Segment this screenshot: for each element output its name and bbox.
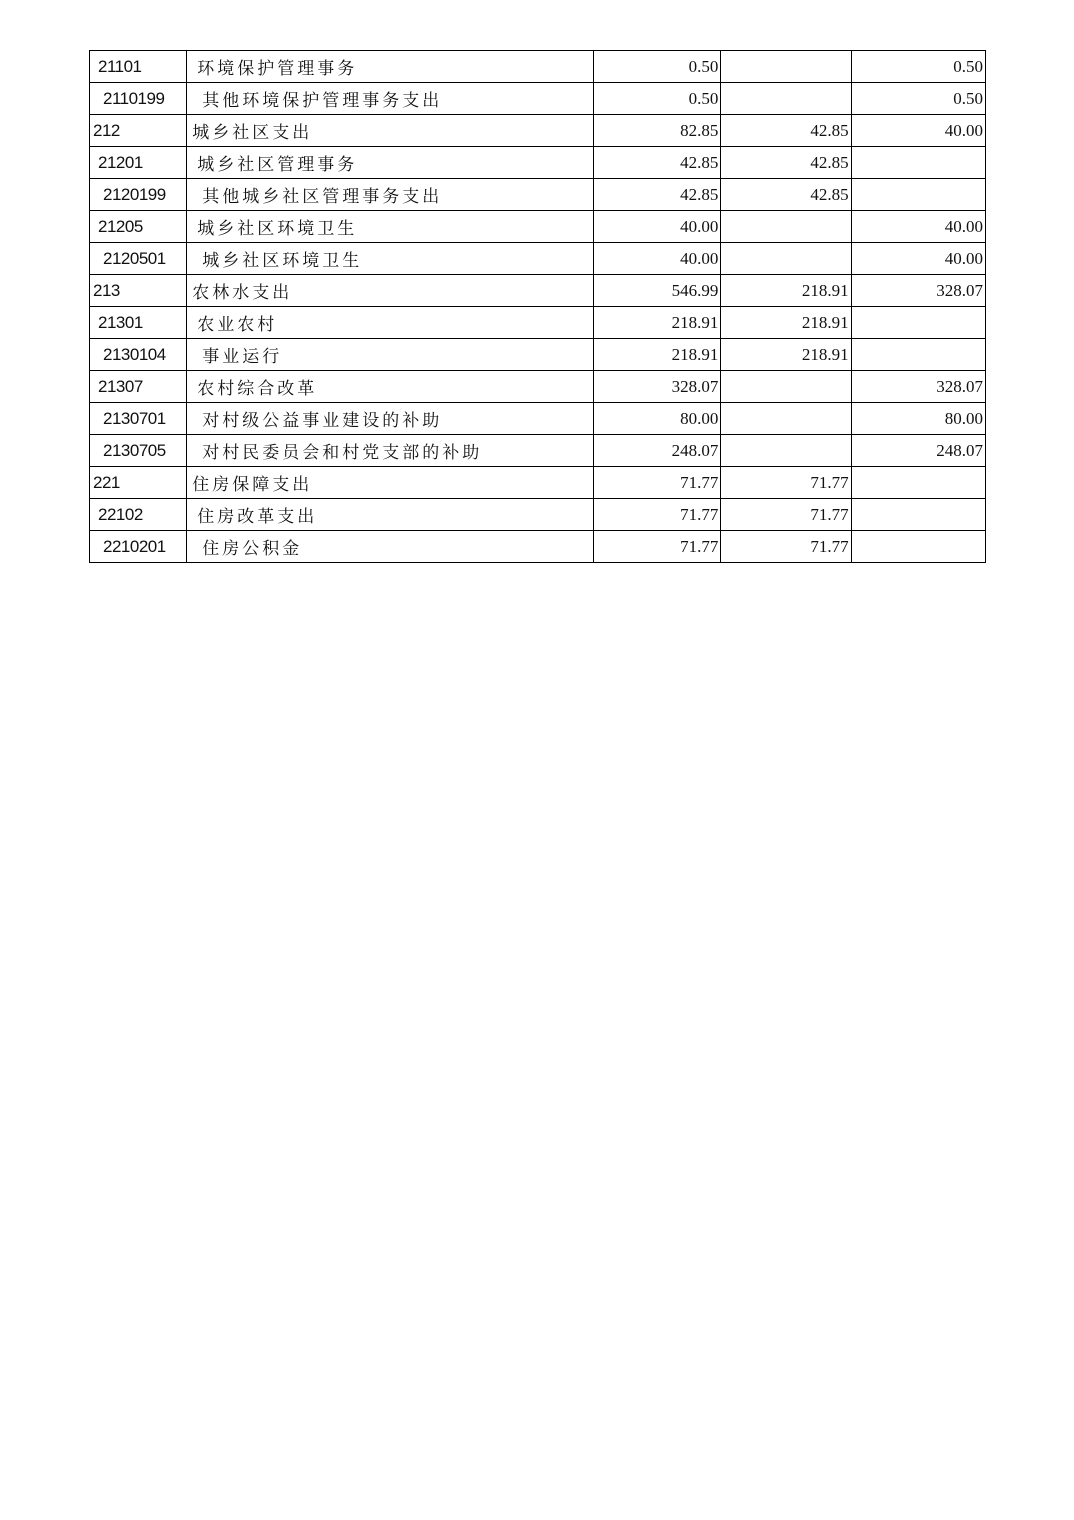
table-row [90,147,986,179]
basic-expenditure-cell [721,211,851,243]
function-code-cell: 2130104 [90,339,187,371]
basic-expenditure-cell [721,435,851,467]
function-code-cell: 2210201 [90,531,187,563]
project-expenditure-cell [851,531,985,563]
total-amount-cell: 71.77 [594,467,721,499]
table-row [90,51,986,83]
total-amount-cell: 82.85 [594,115,721,147]
budget-table [89,50,986,563]
total-amount-cell: 71.77 [594,531,721,563]
function-code-cell: 2120199 [90,179,187,211]
function-code-cell: 21101 [90,51,187,83]
function-code-cell: 22102 [90,499,187,531]
function-code-cell: 2110199 [90,83,187,115]
project-expenditure-cell [851,467,985,499]
total-amount-cell: 218.91 [594,339,721,371]
basic-expenditure-cell [721,371,851,403]
total-amount-cell: 248.07 [594,435,721,467]
function-code-cell: 213 [90,275,187,307]
function-code-cell: 2120501 [90,243,187,275]
function-code-cell: 21201 [90,147,187,179]
function-code-cell: 212 [90,115,187,147]
total-amount-cell: 42.85 [594,147,721,179]
function-code-cell: 2130701 [90,403,187,435]
project-expenditure-cell [851,499,985,531]
project-expenditure-cell: 40.00 [851,211,985,243]
basic-expenditure-cell: 218.91 [721,307,851,339]
table-row [90,339,986,371]
basic-expenditure-cell: 42.85 [721,179,851,211]
table-row [90,403,986,435]
function-name-cell: 对村民委员会和村党支部的补助 [187,435,594,467]
function-name-cell: 城乡社区管理事务 [187,147,594,179]
function-name-cell: 农林水支出 [187,275,594,307]
table-row [90,499,986,531]
project-expenditure-cell [851,339,985,371]
basic-expenditure-cell [721,83,851,115]
function-code-cell: 21307 [90,371,187,403]
total-amount-cell: 0.50 [594,83,721,115]
total-amount-cell: 40.00 [594,211,721,243]
function-name-cell: 事业运行 [187,339,594,371]
table-row [90,275,986,307]
table-row [90,467,986,499]
basic-expenditure-cell [721,403,851,435]
total-amount-cell: 0.50 [594,51,721,83]
project-expenditure-cell: 40.00 [851,243,985,275]
project-expenditure-cell: 328.07 [851,275,985,307]
function-name-cell: 农业农村 [187,307,594,339]
table-row [90,83,986,115]
function-name-cell: 其他环境保护管理事务支出 [187,83,594,115]
function-name-cell: 城乡社区支出 [187,115,594,147]
project-expenditure-cell: 0.50 [851,83,985,115]
table-row [90,115,986,147]
table-row [90,211,986,243]
basic-expenditure-cell: 42.85 [721,147,851,179]
basic-expenditure-cell: 71.77 [721,531,851,563]
table-row [90,179,986,211]
project-expenditure-cell: 40.00 [851,115,985,147]
basic-expenditure-cell [721,51,851,83]
function-code-cell: 21205 [90,211,187,243]
table-body [90,51,986,563]
table-row [90,307,986,339]
basic-expenditure-cell: 42.85 [721,115,851,147]
project-expenditure-cell: 80.00 [851,403,985,435]
basic-expenditure-cell: 71.77 [721,499,851,531]
project-expenditure-cell [851,147,985,179]
table-row [90,371,986,403]
table-row [90,531,986,563]
project-expenditure-cell [851,307,985,339]
project-expenditure-cell [851,179,985,211]
total-amount-cell: 546.99 [594,275,721,307]
basic-expenditure-cell: 71.77 [721,467,851,499]
total-amount-cell: 80.00 [594,403,721,435]
function-name-cell: 环境保护管理事务 [187,51,594,83]
function-name-cell: 住房公积金 [187,531,594,563]
function-name-cell: 对村级公益事业建设的补助 [187,403,594,435]
function-name-cell: 住房保障支出 [187,467,594,499]
basic-expenditure-cell: 218.91 [721,275,851,307]
total-amount-cell: 71.77 [594,499,721,531]
function-code-cell: 221 [90,467,187,499]
total-amount-cell: 218.91 [594,307,721,339]
function-code-cell: 2130705 [90,435,187,467]
basic-expenditure-cell: 218.91 [721,339,851,371]
total-amount-cell: 328.07 [594,371,721,403]
function-name-cell: 城乡社区环境卫生 [187,243,594,275]
project-expenditure-cell: 248.07 [851,435,985,467]
basic-expenditure-cell [721,243,851,275]
function-code-cell: 21301 [90,307,187,339]
project-expenditure-cell: 328.07 [851,371,985,403]
function-name-cell: 住房改革支出 [187,499,594,531]
total-amount-cell: 40.00 [594,243,721,275]
function-name-cell: 城乡社区环境卫生 [187,211,594,243]
function-name-cell: 其他城乡社区管理事务支出 [187,179,594,211]
project-expenditure-cell: 0.50 [851,51,985,83]
table-row [90,435,986,467]
total-amount-cell: 42.85 [594,179,721,211]
table-row [90,243,986,275]
function-name-cell: 农村综合改革 [187,371,594,403]
